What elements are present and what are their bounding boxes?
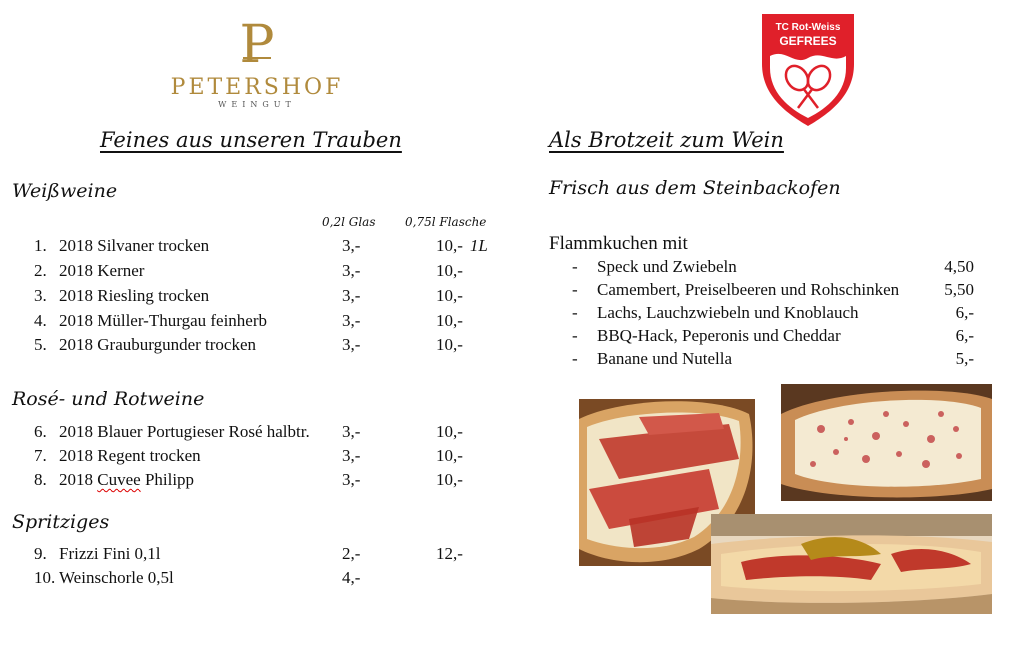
wine-row xyxy=(34,261,514,285)
bottle-price: 10,- xyxy=(436,311,463,330)
logo-name: PETERSHOF xyxy=(170,75,344,100)
glass-price: 3,- xyxy=(342,286,361,305)
wine-number: 8. xyxy=(34,470,47,489)
food-section-heading: Als Brotzeit zum Wein xyxy=(549,128,784,152)
wine-row xyxy=(34,446,514,470)
white-wines-title: Weißweine xyxy=(12,180,118,202)
wine-row xyxy=(34,544,514,568)
wine-section-heading: Feines aus unseren Trauben xyxy=(100,128,402,152)
wine-name: 2018 Silvaner trocken xyxy=(59,236,210,255)
glass-price: 3,- xyxy=(342,422,361,441)
list-dash: - xyxy=(572,280,578,299)
flammkuchen-item xyxy=(572,280,1002,303)
topping-price: 4,50 xyxy=(944,257,974,276)
topping-text: Banane und Nutella xyxy=(597,349,733,368)
glass-price: 3,- xyxy=(342,261,361,280)
column-glass-header: 0,2l Glas xyxy=(322,215,376,229)
wine-name: 2018 Riesling trocken xyxy=(59,286,210,305)
bottle-price: 10,- xyxy=(436,286,463,305)
glass-price: 4,- xyxy=(342,568,361,587)
topping-text: BBQ-Hack, Peperonis und Cheddar xyxy=(597,326,841,345)
list-dash: - xyxy=(572,349,578,368)
flammkuchen-item xyxy=(572,326,1002,349)
wine-number: 4. xyxy=(34,311,47,330)
topping-price: 5,- xyxy=(955,349,974,368)
list-dash: - xyxy=(572,257,578,276)
wine-name: 2018 Kerner xyxy=(59,261,145,280)
wine-row xyxy=(34,470,514,494)
glass-price: 3,- xyxy=(342,470,361,489)
wine-number: 7. xyxy=(34,446,47,465)
wine-row xyxy=(34,311,514,335)
glass-price: 3,- xyxy=(342,236,361,255)
wine-name: 2018 Cuvee Philipp xyxy=(59,470,195,489)
flammkuchen-item xyxy=(572,303,1002,326)
topping-price: 6,- xyxy=(955,326,974,345)
oven-subheading: Frisch aus dem Steinbackofen xyxy=(549,177,841,199)
bottle-price: 10,- xyxy=(436,335,463,354)
topping-price: 6,- xyxy=(955,303,974,322)
wine-row xyxy=(34,568,514,592)
flammkuchen-item xyxy=(572,349,1002,372)
bottle-size-note: 1L xyxy=(469,236,488,255)
wine-number: 5. xyxy=(34,335,47,354)
glass-price: 2,- xyxy=(342,544,361,563)
wine-name: 2018 Blauer Portugieser Rosé halbtr. xyxy=(59,422,310,441)
wine-number: 1. xyxy=(34,236,47,255)
petershof-logo xyxy=(150,14,365,114)
bottle-price: 10,- xyxy=(436,261,463,280)
wine-row xyxy=(34,286,514,310)
flammkuchen-photo-2 xyxy=(781,384,992,501)
wine-name: 2018 Grauburgunder trocken xyxy=(59,335,257,354)
spritz-title: Spritziges xyxy=(12,511,110,533)
list-dash: - xyxy=(572,326,578,345)
topping-text: Camembert, Preiselbeeren und Rohschinken xyxy=(597,280,900,299)
logo-monogram: P xyxy=(239,15,275,75)
wine-number: 9. xyxy=(34,544,47,563)
logo-club-name: TC Rot-Weiss xyxy=(775,22,841,33)
topping-text: Lachs, Lauchzwiebeln und Knoblauch xyxy=(597,303,859,322)
bottle-price: 10,- xyxy=(436,446,463,465)
bottle-price: 12,- xyxy=(436,544,463,563)
wine-number: 10. xyxy=(34,568,56,587)
wine-name: Frizzi Fini 0,1l xyxy=(59,544,161,563)
wine-number: 3. xyxy=(34,286,47,305)
wine-name: Weinschorle 0,5l xyxy=(59,568,174,587)
red-wines-title: Rosé- und Rotweine xyxy=(12,388,205,410)
logo-club-town: GEFREES xyxy=(779,34,837,48)
topping-price: 5,50 xyxy=(944,280,974,299)
bottle-price: 10,- 1L xyxy=(436,236,488,255)
glass-price: 3,- xyxy=(342,311,361,330)
list-dash: - xyxy=(572,303,578,322)
tc-rot-weiss-logo xyxy=(750,12,866,128)
topping-text: Speck und Zwiebeln xyxy=(597,257,737,276)
wine-name: 2018 Müller-Thurgau feinherb xyxy=(59,311,268,330)
logo-tagline: WEINGUT xyxy=(218,100,296,109)
flammkuchen-item xyxy=(572,257,1002,280)
bottle-price: 10,- xyxy=(436,470,463,489)
glass-price: 3,- xyxy=(342,335,361,354)
column-bottle-header: 0,75l Flasche xyxy=(405,215,487,229)
wine-number: 2. xyxy=(34,261,47,280)
wine-row xyxy=(34,422,514,446)
wine-number: 6. xyxy=(34,422,47,441)
wine-name: 2018 Regent trocken xyxy=(59,446,201,465)
flammkuchen-photo-3 xyxy=(711,514,992,614)
flammkuchen-title: Flammkuchen mit xyxy=(549,233,688,254)
wine-row xyxy=(34,236,514,260)
bottle-price: 10,- xyxy=(436,422,463,441)
wine-row xyxy=(34,335,514,359)
spellcheck-marked-word: Cuvee xyxy=(97,470,141,489)
glass-price: 3,- xyxy=(342,446,361,465)
